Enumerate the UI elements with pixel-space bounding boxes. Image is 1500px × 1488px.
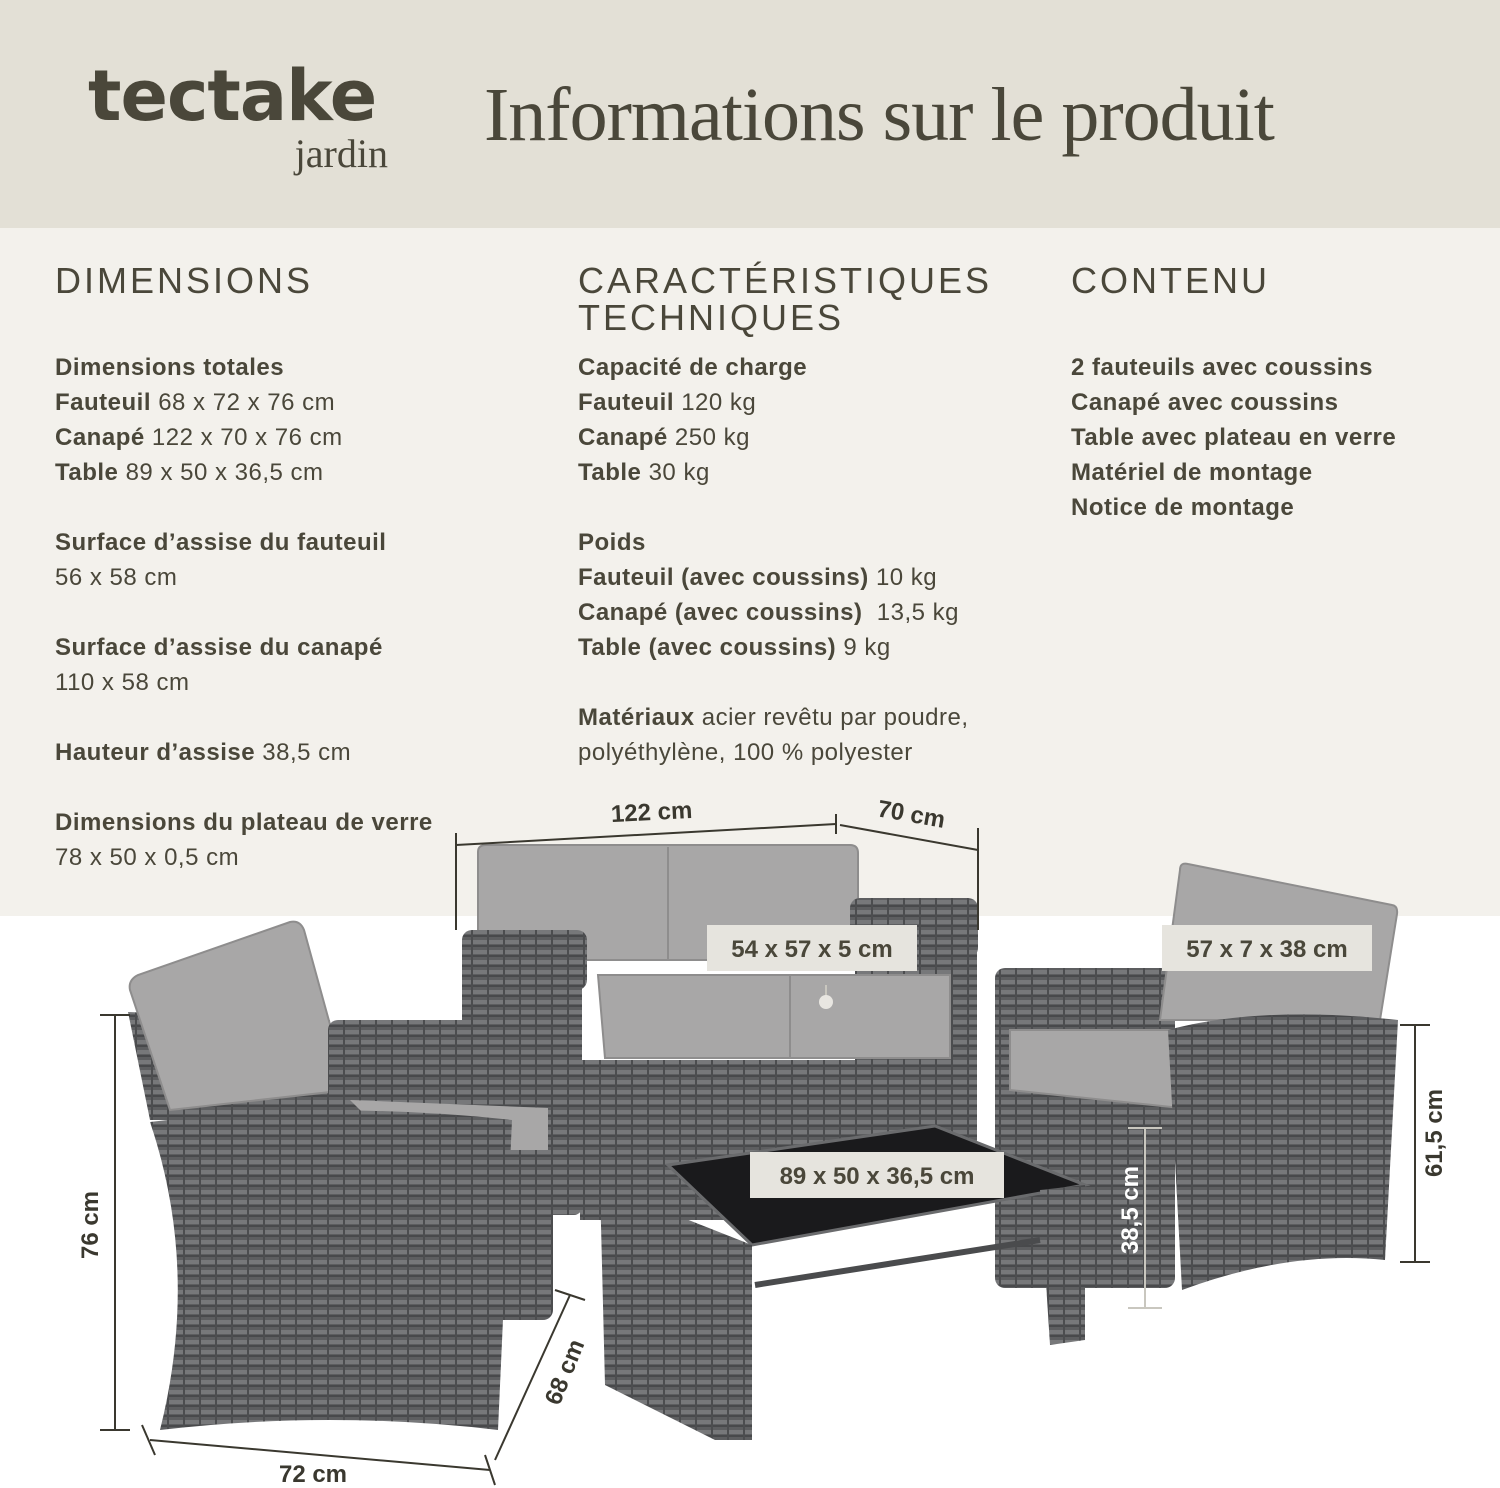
table-label: Table [55, 459, 119, 486]
seat-canape-value: 110 x 58 cm [55, 669, 190, 696]
weight-canape-label: Canapé (avec coussins) [578, 599, 863, 626]
seat-fauteuil-value: 56 x 58 cm [55, 564, 178, 591]
load-table-label: Table [578, 459, 642, 486]
materials-value-1: acier revêtu par poudre, [701, 704, 969, 731]
materials-label: Matériaux [578, 704, 695, 731]
glass-label: Dimensions du plateau de verre [55, 809, 433, 836]
contents-item: Table avec plateau en verre [1071, 424, 1397, 451]
load-canape-label: Canapé [578, 424, 668, 451]
load-label: Capacité de charge [578, 354, 808, 381]
seat-canape-label: Surface d’assise du canapé [55, 634, 383, 661]
back-cushion-label: 57 x 7 x 38 cm [1186, 936, 1348, 963]
seat-height-label: Hauteur d’assise [55, 739, 256, 766]
totals-label: Dimensions totales [55, 354, 285, 381]
contents-item: Matériel de montage [1071, 459, 1313, 486]
table-value: 89 x 50 x 36,5 cm [125, 459, 324, 486]
chair-width-label: 72 cm [278, 1461, 348, 1488]
glass-value: 78 x 50 x 0,5 cm [55, 844, 240, 871]
fauteuil-label: Fauteuil [55, 389, 152, 416]
load-fauteuil-label: Fauteuil [578, 389, 675, 416]
brand-name: tectake [88, 55, 377, 137]
contents-item: 2 fauteuils avec coussins [1071, 354, 1373, 381]
contents-item: Notice de montage [1071, 494, 1295, 521]
weight-canape-value: 13,5 kg [876, 599, 960, 626]
contents-item: Canapé avec coussins [1071, 389, 1339, 416]
canape-label: Canapé [55, 424, 145, 451]
contents-heading: CONTENU [1071, 260, 1270, 301]
seat-height-value: 38,5 cm [262, 739, 352, 766]
sofa-width-label: 122 cm [610, 796, 693, 829]
tech-heading-line2: TECHNIQUES [578, 297, 845, 338]
load-table-value: 30 kg [648, 459, 710, 486]
dimensions-heading: DIMENSIONS [55, 260, 314, 301]
weight-table-label: Table (avec coussins) [578, 634, 837, 661]
brand-sub: jardin [294, 131, 388, 176]
load-canape-value: 250 kg [674, 424, 750, 451]
weight-fauteuil-value: 10 kg [875, 564, 938, 591]
table-dims-label: 89 x 50 x 36,5 cm [779, 1163, 975, 1190]
materials-value-2: polyéthylène, 100 % polyester [578, 739, 913, 766]
cushion-pointer-dot [819, 995, 833, 1009]
chair-depth-label: 68 cm [539, 1335, 591, 1409]
weight-label: Poids [578, 529, 646, 556]
weight-fauteuil-label: Fauteuil (avec coussins) [578, 564, 869, 591]
canape-value: 122 x 70 x 76 cm [151, 424, 343, 451]
tech-heading-line1: CARACTÉRISTIQUES [578, 260, 993, 301]
arm-height-label: 61,5 cm [1421, 1088, 1448, 1178]
sofa-cushion-label: 54 x 57 x 5 cm [731, 936, 893, 963]
load-fauteuil-value: 120 kg [681, 389, 757, 416]
chair-height-label: 76 cm [77, 1190, 104, 1260]
weight-table-value: 9 kg [843, 634, 891, 661]
page-title: Informations sur le produit [484, 73, 1274, 157]
fauteuil-value: 68 x 72 x 76 cm [158, 389, 336, 416]
seat-fauteuil-label: Surface d’assise du fauteuil [55, 529, 387, 556]
sofa-depth-label: 70 cm [875, 795, 948, 834]
seat-height-label: 38,5 cm [1117, 1165, 1144, 1255]
